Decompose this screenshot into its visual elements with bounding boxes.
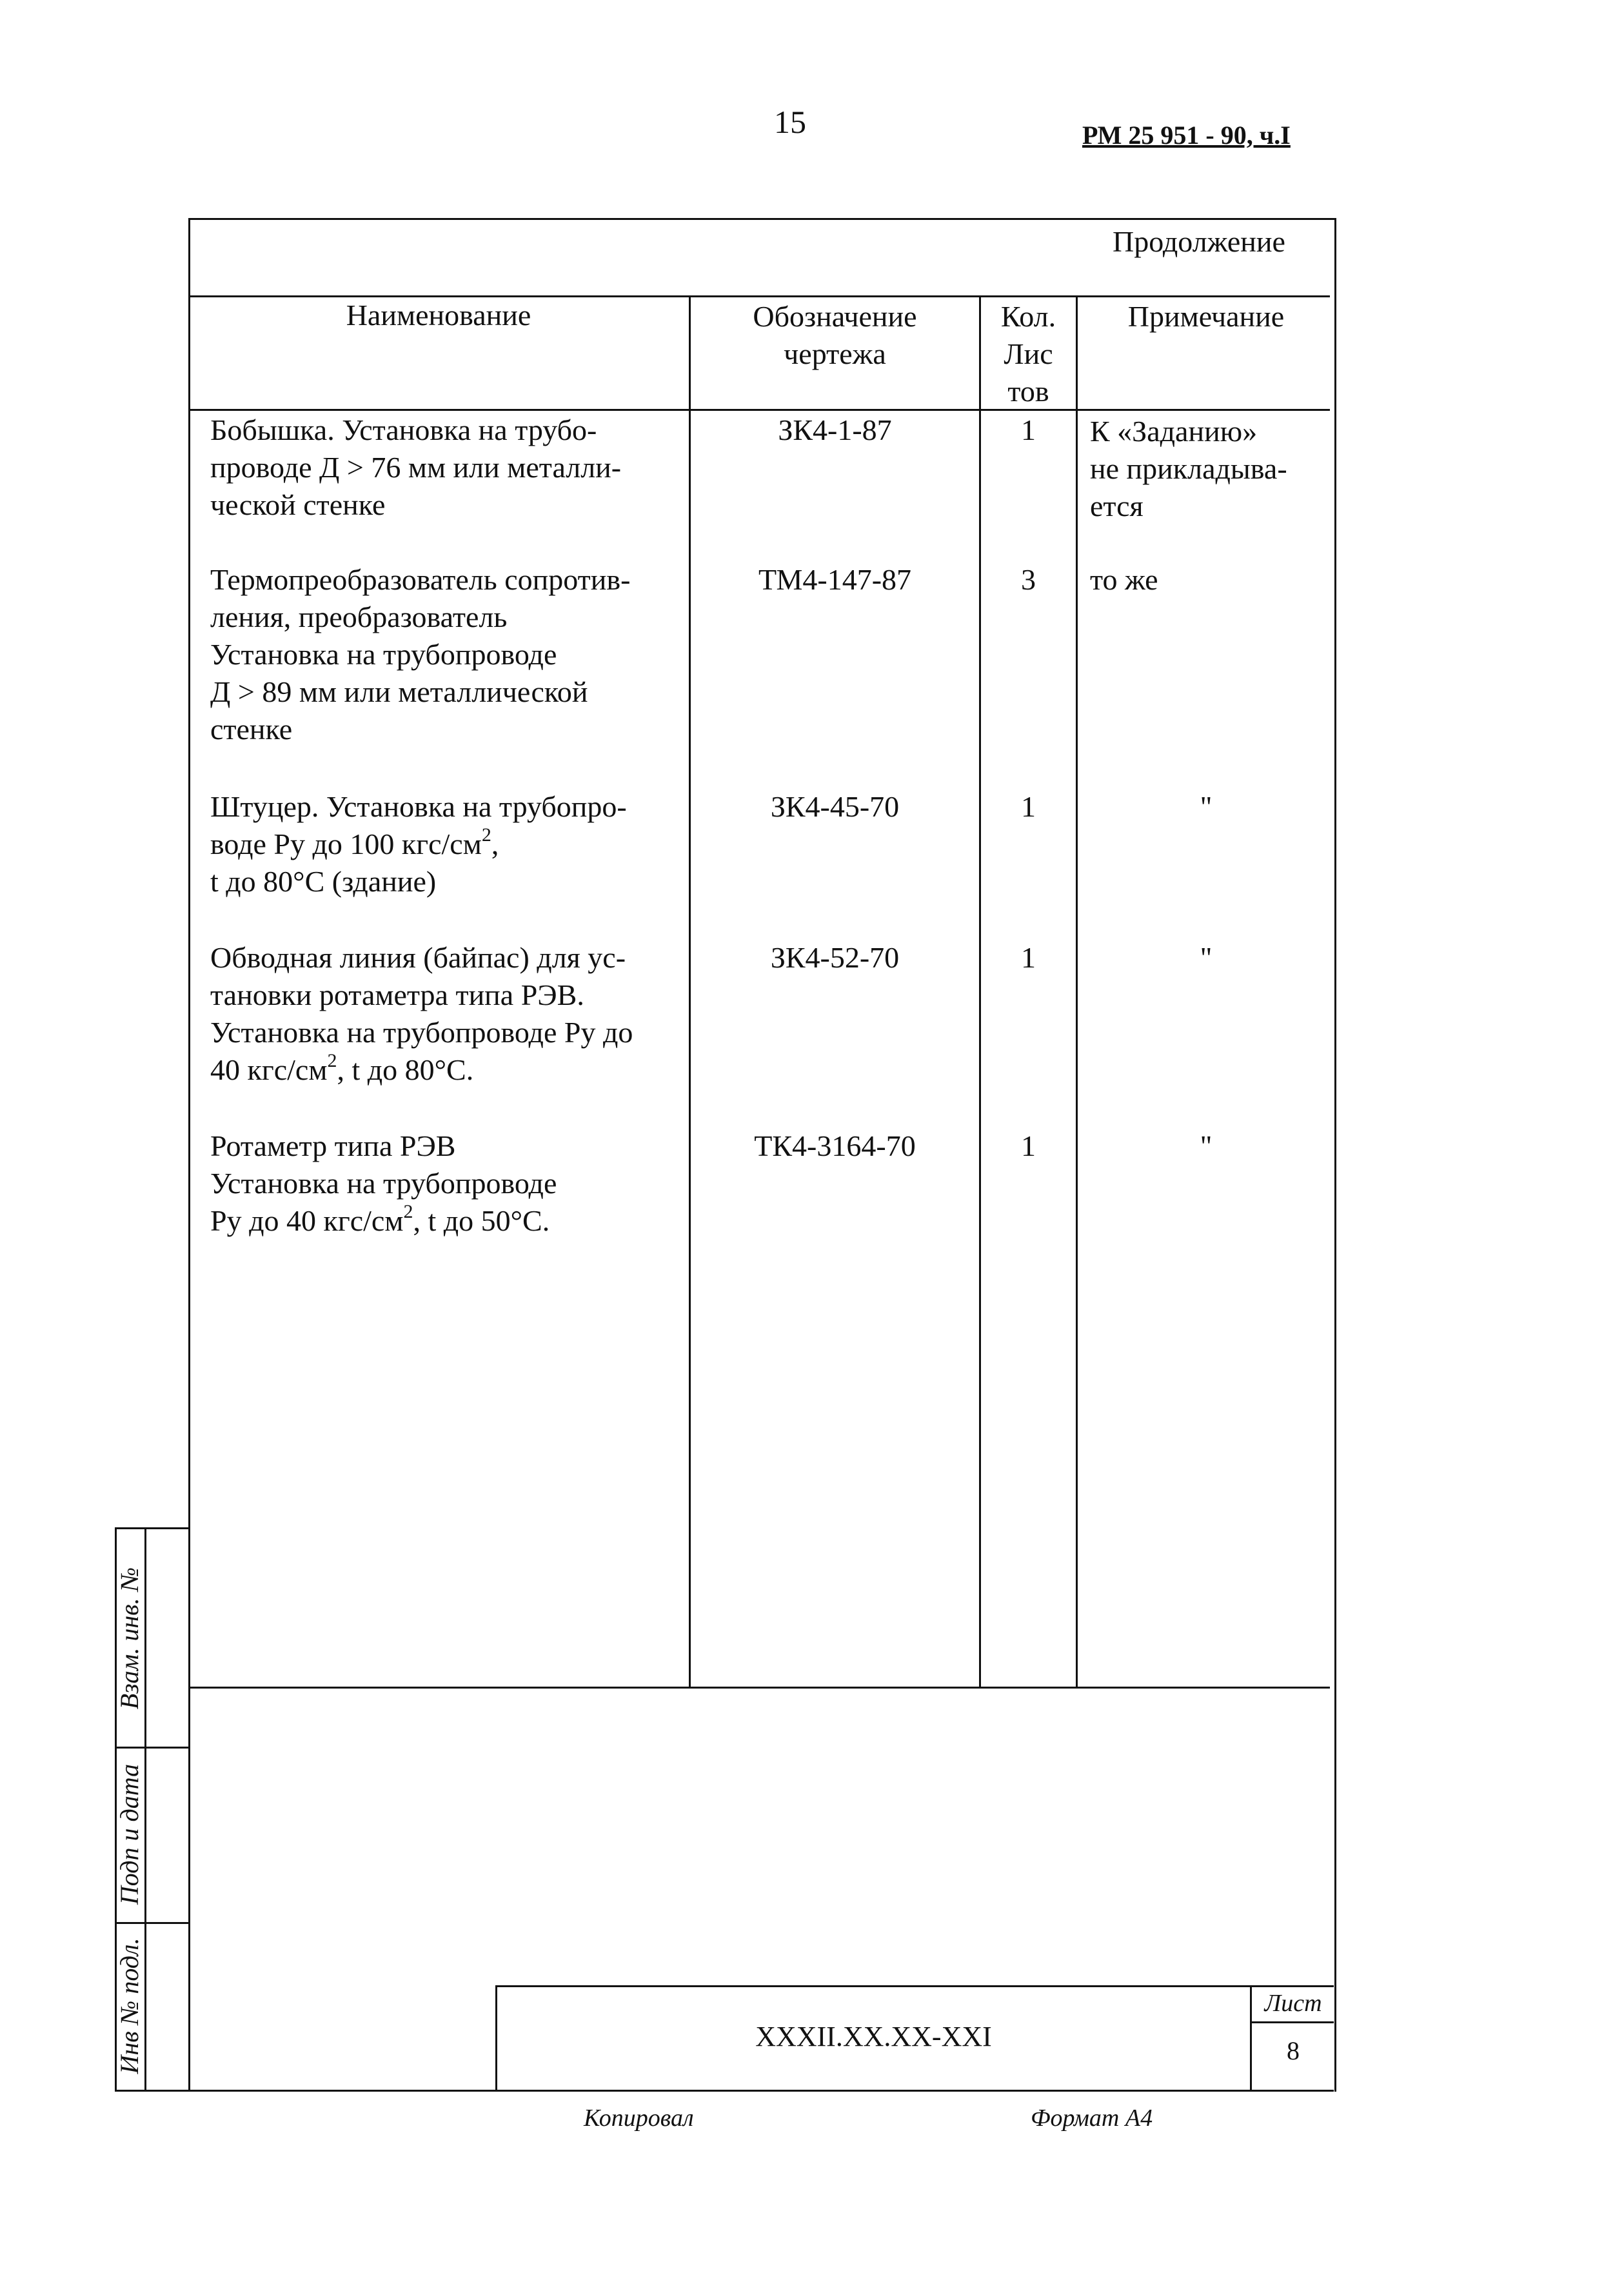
table-row-4-note: " — [1200, 941, 1213, 974]
column-header-qty: Кол. Лис тов — [1000, 300, 1056, 408]
table-row-2-name: Термопреобразователь сопротив- ления, преобразователь Установка на трубопроводе Д > 89 мм или металлической стенке — [210, 563, 631, 746]
column-header-designation: Обозначение чертежа — [753, 300, 917, 370]
table-row-1-designation: ЗК4-1-87 — [778, 413, 892, 446]
table-row-3-name: Штуцер. Установка на трубопро- воде Ру до 100 кгс/$см^2$, t до 80°С (здание) — [210, 790, 627, 898]
footer-format: Формат А4 — [1031, 2105, 1153, 2132]
table-row-1-note: К «Заданию» не прикладыва- ется — [1090, 415, 1287, 522]
table-row-2-qty: 3 — [1021, 563, 1036, 596]
column-header-note: Примечание — [1127, 300, 1285, 333]
table-row-1-qty: 1 — [1021, 413, 1036, 446]
document-code: РМ 25 951 - 90, ч.I — [1082, 121, 1291, 150]
table-row-5-designation: ТК4-3164-70 — [754, 1129, 916, 1162]
table-row-3-designation: ЗК4-45-70 — [770, 790, 900, 823]
side-stamp-sign-date: Подп и дата — [115, 1763, 144, 1905]
table-row-5-name: Ротаметр типа РЭВ Установка на трубопроводе Ру до 40 кгс/$см^2$, t до 50°С. — [210, 1129, 557, 1237]
table-row-1-name: Бобышка. Установка на трубо- проводе Д > 76 мм или металли- ческой стенке — [210, 413, 622, 521]
table-row-2-designation: ТМ4-147-87 — [758, 563, 912, 596]
table-row-4-name: Обводная линия (байпас) для ус- тановки ротаметра типа РЭВ. Установка на трубопроводе Ру до 40 кгс/$см^2$, t до 80°С. — [210, 941, 633, 1086]
table-row-3-qty: 1 — [1021, 790, 1036, 823]
side-stamp-replace-inv: Взам. инв. № — [115, 1567, 144, 1710]
sheet-number: 8 — [1287, 2036, 1300, 2065]
table-row-2-note: то же — [1090, 563, 1158, 596]
side-stamp-inv-orig: Инв № подл. — [115, 1938, 144, 2074]
page-number: 15 — [774, 104, 806, 140]
table-row-4-qty: 1 — [1021, 941, 1036, 974]
table-row-4-designation: ЗК4-52-70 — [770, 941, 900, 974]
table-row-5-qty: 1 — [1021, 1129, 1036, 1162]
column-header-name: Наименование — [346, 299, 531, 332]
title-block-code: XXXII.XX.XX-XXI — [755, 2021, 992, 2052]
table-row-5-note: " — [1200, 1129, 1213, 1162]
table-row-3-note: " — [1200, 790, 1213, 823]
continuation-label: Продолжение — [1113, 225, 1285, 258]
sheet-label: Лист — [1264, 1990, 1322, 2017]
footer-copied: Копировал — [584, 2105, 694, 2132]
